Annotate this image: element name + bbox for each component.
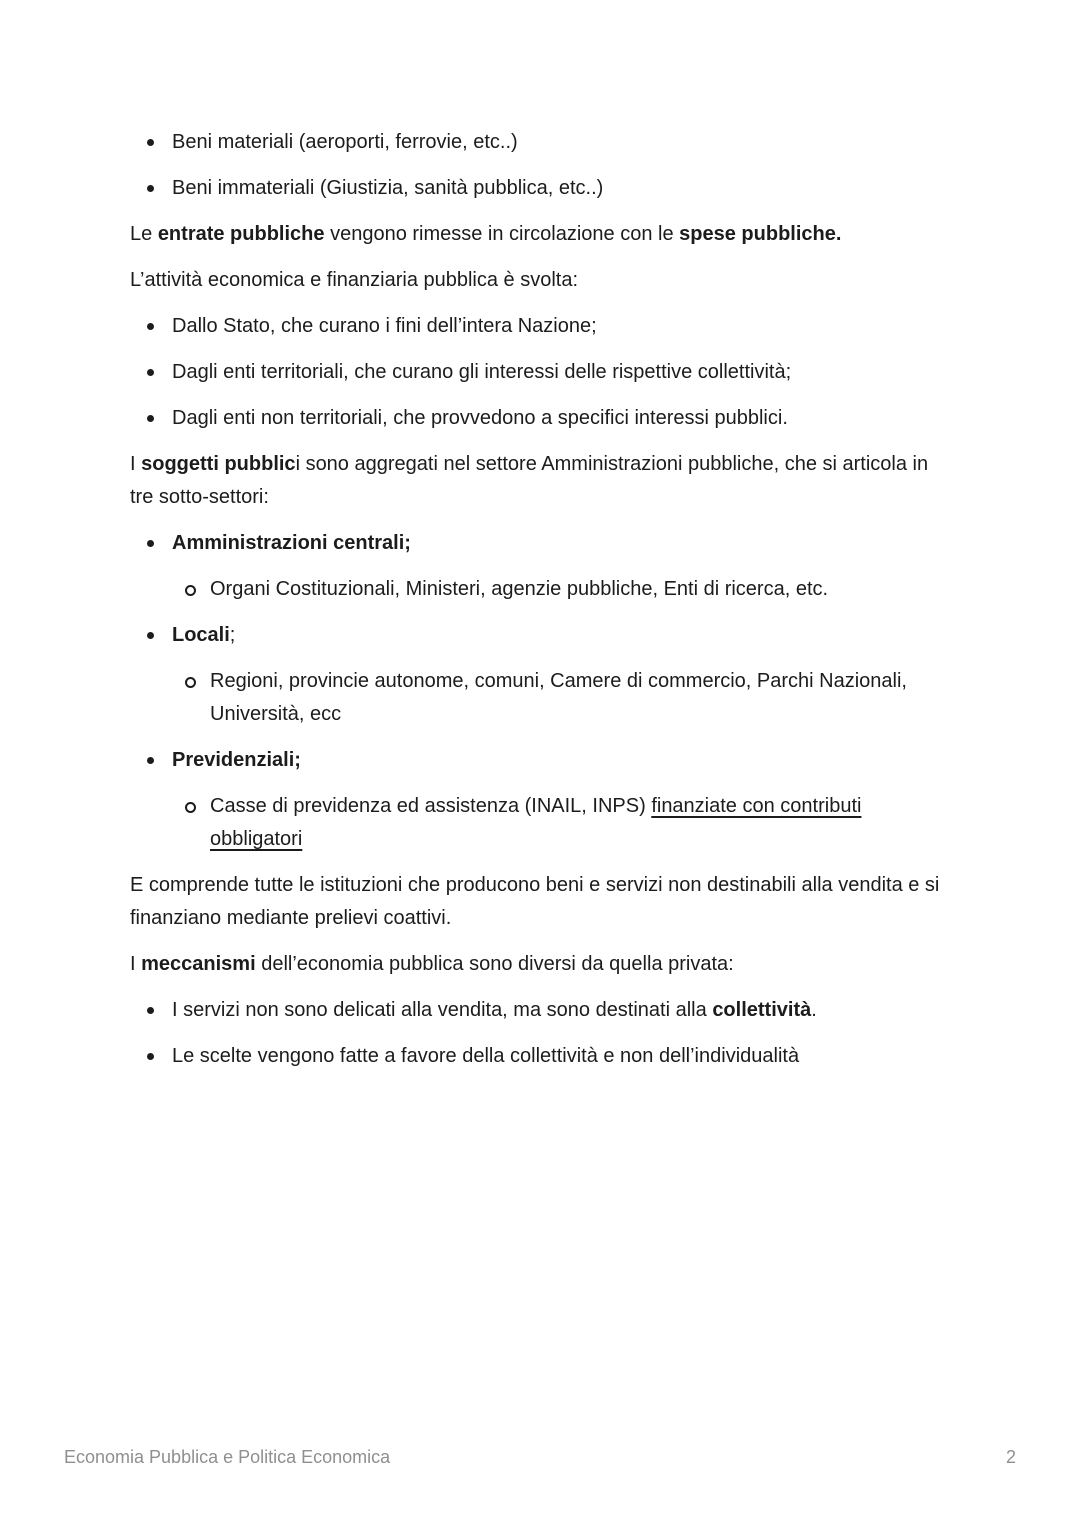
list-item-text <box>210 795 861 850</box>
text-segment: Beni materiali (aeroporti, ferrovie, etc..) <box>172 131 518 153</box>
text-segment: Le scelte vengono fatte a favore della collettività e non dell’individualità <box>172 1045 800 1067</box>
text-segment: Dagli enti territoriali, che curano gli interessi delle rispettive collettività; <box>172 361 792 383</box>
bold-text: Amministrazioni centrali; <box>172 532 411 554</box>
paragraph-text <box>130 223 841 245</box>
list-item <box>130 126 950 159</box>
bold-text: collettività <box>712 999 812 1021</box>
underlined-text: finanziate con contributi obbligatori <box>210 795 862 850</box>
bullet-icon <box>147 185 154 192</box>
list-item <box>130 1040 950 1073</box>
paragraph-text <box>130 953 734 975</box>
paragraph <box>130 948 950 981</box>
bullet-icon <box>147 1053 154 1060</box>
page-footer <box>64 1446 1016 1468</box>
list-item <box>130 744 950 777</box>
text-segment: E comprende tutte le istituzioni che producono beni e servizi non destinabili alla vendita e si finanziano mediante prelievi coattivi. <box>130 874 940 929</box>
paragraph <box>130 448 950 514</box>
list-item-text <box>172 131 518 153</box>
list-item-text <box>172 749 301 771</box>
bullet-icon <box>147 757 154 764</box>
list-item <box>130 994 950 1027</box>
bullet-icon <box>147 415 154 422</box>
text-segment: I servizi non sono delicati alla vendita, ma sono destinati alla <box>172 999 713 1021</box>
list-item-text <box>172 177 603 199</box>
document-body <box>130 126 950 1086</box>
list-item <box>130 356 950 389</box>
list-item-text <box>210 578 828 600</box>
bullet-icon <box>147 1007 154 1014</box>
bullet-icon <box>147 540 154 547</box>
text-segment: Le <box>130 223 158 245</box>
text-segment: Beni immateriali (Giustizia, sanità pubblica, etc..) <box>172 177 604 199</box>
text-segment: L’attività economica e finanziaria pubblica è svolta: <box>130 269 579 291</box>
paragraph-text <box>130 269 578 291</box>
paragraph-text <box>130 453 928 508</box>
list-item-text <box>172 361 791 383</box>
list-item-text <box>172 407 788 429</box>
list-item <box>130 172 950 205</box>
page-number: 2 <box>1005 1447 1016 1467</box>
text-segment: . <box>811 999 817 1021</box>
bold-text: Locali <box>172 624 230 646</box>
bold-text: spese pubbliche. <box>679 223 842 245</box>
list-item-text <box>172 532 411 554</box>
text-segment: I <box>130 453 142 475</box>
footer-title: Economia Pubblica e Politica Economica <box>64 1447 391 1467</box>
list-item <box>130 310 950 343</box>
text-segment: dell’economia pubblica sono diversi da quella privata: <box>255 953 734 975</box>
circle-bullet-icon <box>185 585 196 596</box>
text-segment: vengono rimesse in circolazione con le <box>324 223 680 245</box>
list-item <box>130 619 950 652</box>
paragraph-text <box>130 874 939 929</box>
bullet-icon <box>147 369 154 376</box>
sub-list-item <box>130 573 950 606</box>
list-item-text <box>172 1045 799 1067</box>
text-segment: ; <box>229 624 236 646</box>
text-segment: Dallo Stato, che curano i fini dell’intera Nazione; <box>172 315 597 337</box>
text-segment: Dagli enti non territoriali, che provvedono a specifici interessi pubblici. <box>172 407 788 429</box>
bold-text: soggetti pubblic <box>141 453 296 475</box>
circle-bullet-icon <box>185 802 196 813</box>
list-item <box>130 402 950 435</box>
list-item <box>130 527 950 560</box>
bold-text: meccanismi <box>141 953 256 975</box>
bold-text: entrate pubbliche <box>157 223 325 245</box>
list-item-text <box>172 999 817 1021</box>
bold-text: Previdenziali; <box>172 749 301 771</box>
paragraph <box>130 264 950 297</box>
sub-list-item <box>130 790 950 856</box>
paragraph <box>130 869 950 935</box>
sub-list-item <box>130 665 950 731</box>
bullet-icon <box>147 139 154 146</box>
text-segment: i sono aggregati nel settore Amministrazioni pubbliche, che si articola in tre sotto-settori: <box>130 453 929 508</box>
bullet-icon <box>147 323 154 330</box>
list-item-text <box>172 315 597 337</box>
paragraph <box>130 218 950 251</box>
text-segment: Organi Costituzionali, Ministeri, agenzie pubbliche, Enti di ricerca, etc. <box>210 578 829 600</box>
circle-bullet-icon <box>185 677 196 688</box>
text-segment: Regioni, provincie autonome, comuni, Camere di commercio, Parchi Nazionali, Università, ecc <box>210 670 907 725</box>
list-item-text <box>210 670 907 725</box>
text-segment: Casse di previdenza ed assistenza (INAIL, INPS) <box>210 795 652 817</box>
bullet-icon <box>147 632 154 639</box>
list-item-text <box>172 624 235 646</box>
text-segment: I <box>130 953 142 975</box>
